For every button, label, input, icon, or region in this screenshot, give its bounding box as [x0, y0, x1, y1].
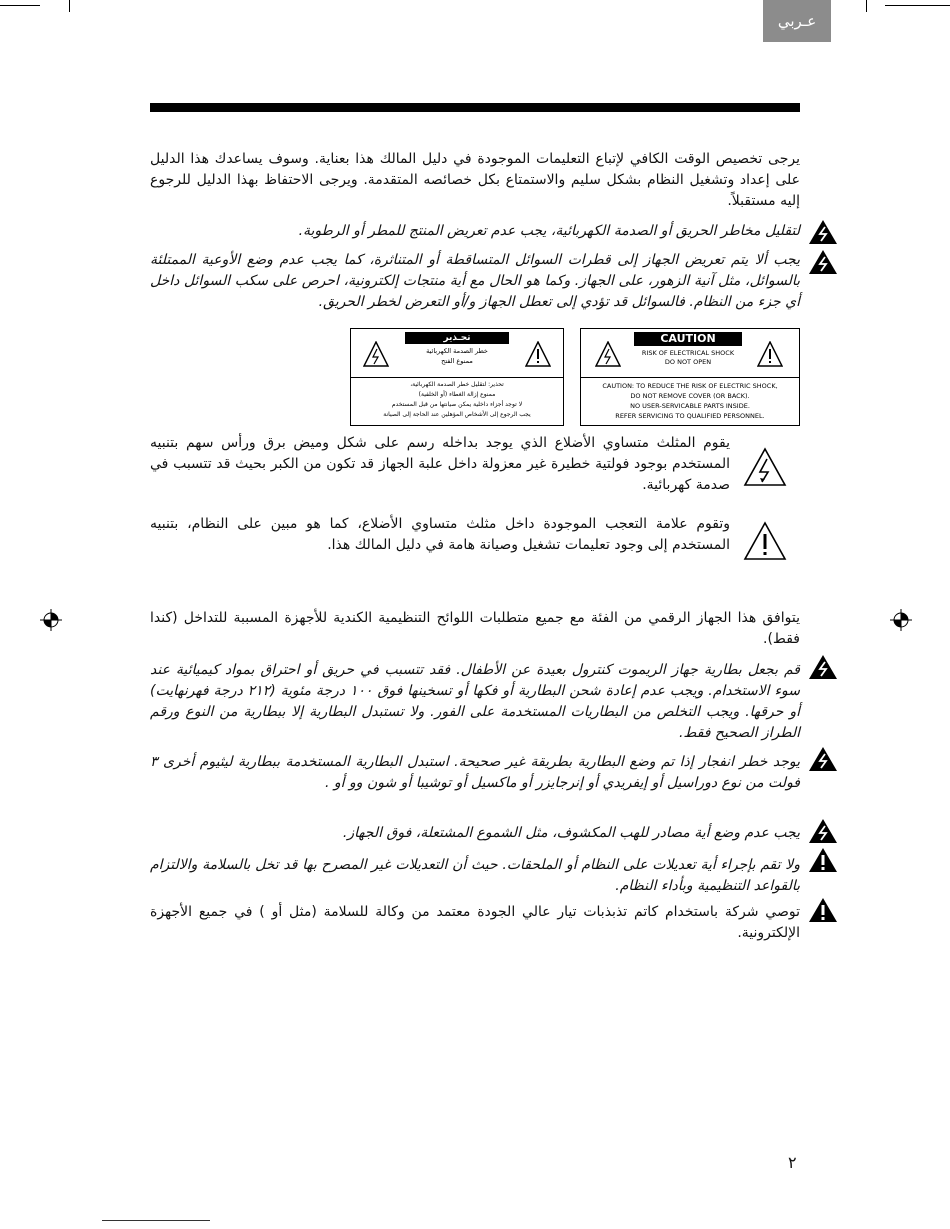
- warning-icon: [808, 654, 838, 680]
- lightning-triangle-icon: [363, 341, 389, 367]
- label-foot4: يجب الرجوع إلى الأشخاص المؤهلين عند الحاجة إلى الصيانة: [383, 411, 531, 418]
- battery-explosion-text: يوجد خطر انفجار إذا تم وضع البطارية بطريقة غير صحيحة. استبدل البطارية المستخدمة ببطارية ليثيوم أخرى ٣ فولت من نوع دوراسيل أو إيفريدي أو إنرجايزر أو ماكسيل أو توشيبا أو شون وو أو .: [150, 754, 800, 791]
- label-title: تحـذير: [405, 332, 509, 344]
- label-line1: RISK OF ELECTRICAL SHOCK: [641, 349, 735, 357]
- label-foot1: تحذير: لتقليل خطر الصدمة الكهربائية،: [410, 381, 504, 388]
- registration-mark-icon: [890, 609, 912, 631]
- surge-protector-text: توصي شركة باستخدام كاتم تذبذبات تيار عالي الجودة معتمد من وكالة للسلامة (مثل أو ) في جميع الأجهزة الإلكترونية.: [150, 904, 800, 941]
- lightning-triangle-icon: [595, 341, 621, 367]
- exclamation-triangle-icon: [743, 521, 787, 561]
- modifications-text: ولا تقم بإجراء أية تعديلات على النظام أو الملحقات. حيث أن التعديلات غير المصرح بها قد تخل بالسلامة والالتزام بالقواعد التنظيمية وبأداء النظام.: [150, 857, 800, 894]
- footer-rule: [102, 1220, 210, 1221]
- exclamation-symbol-text: وتقوم علامة التعجب الموجودة داخل مثلث متساوي الأضلاع، كما هو مبين على النظام، بتنبيه المستخدم إلى وجود تعليمات تشغيل وصيانة هامة في دليل المالك هذا.: [150, 516, 730, 553]
- canada-notice: يتوافق هذا الجهاز الرقمي من الفئة مع جميع متطلبات اللوائح التنظيمية الكندية للأجهزة المسببة للتداخل (كندا فقط).: [150, 610, 800, 647]
- label-divider: [351, 377, 563, 378]
- intro-paragraph: يرجى تخصيص الوقت الكافي لإتباع التعليمات الموجودة في دليل المالك هذا بعناية. وسوف يساعدك هذا الدليل على إعداد وتشغيل النظام بشكل سليم والاستمتاع بكل خصائصه المتقدمة. ويرجى الاحتفاظ بهذا الدليل للرجوع إليه مستقبلاً.: [150, 151, 800, 209]
- exclamation-triangle-icon: [525, 341, 551, 367]
- label-divider: [581, 377, 799, 378]
- label-title: CAUTION: [634, 332, 742, 346]
- crop-mark-top-left-v: [69, 0, 70, 12]
- language-tab: عـربي: [763, 0, 831, 42]
- arabic-caution-label: [350, 328, 564, 426]
- exclamation-triangle-icon: [757, 341, 783, 367]
- battery-children-text: قم بجعل بطارية جهاز الريموت كنترول بعيدة عن الأطفال. فقد تتسبب في حريق أو احتراق بمواد كيميائية عند سوء الاستخدام. ويجب عدم إعادة شحن البطارية أو فكها أو تسخينها فوق ١٠٠ درجة مئوية (٢١٢ درجة فهرنهايت) أو حرقها. ويجب التخلص من البطاريات المستخدمة على الفور. ولا تستبدل البطارية إلا ببطارية من النوع ورقم الطراز الصحيح فقط.: [150, 662, 800, 741]
- label-foot3: NO USER-SERVICABLE PARTS INSIDE.: [630, 402, 750, 410]
- page-number: ٢: [788, 1153, 797, 1172]
- warning-fire-text: لتقليل مخاطر الحريق أو الصدمة الكهربائية، يجب عدم تعريض المنتج للمطر أو الرطوبة.: [298, 223, 800, 239]
- label-foot2: ممنوع إزالة الغطاء (أو الخلفية): [418, 391, 496, 398]
- crop-mark-top-right: [885, 5, 950, 6]
- label-foot4: REFER SERVICING TO QUALIFIED PERSONNEL.: [615, 412, 765, 420]
- lightning-triangle-icon: [743, 447, 787, 487]
- label-foot1: CAUTION: TO REDUCE THE RISK OF ELECTRIC SHOCK,: [602, 382, 778, 390]
- warning-icon: [808, 746, 838, 772]
- label-line2: DO NOT OPEN: [664, 358, 712, 366]
- warning-icon: [808, 818, 838, 844]
- warning-exclamation-icon: [808, 847, 838, 873]
- label-line2: ممنوع الفتح: [441, 357, 473, 365]
- warning-exclamation-icon: [808, 897, 838, 923]
- open-flame-text: يجب عدم وضع أية مصادر للهب المكشوف، مثل الشموع المشتعلة، فوق الجهاز.: [342, 825, 800, 841]
- english-caution-label: [580, 328, 800, 426]
- label-foot3: لا توجد أجزاء داخلية يمكن صيانتها من قبل المستخدم: [391, 401, 523, 408]
- warning-icon: [808, 219, 838, 245]
- label-foot2: DO NOT REMOVE COVER (OR BACK).: [630, 392, 750, 400]
- registration-mark-icon: [40, 609, 62, 631]
- label-line1: خطر الصدمة الكهربائية: [426, 347, 488, 355]
- crop-mark-top-right-v: [866, 0, 867, 12]
- warning-icon: [808, 249, 838, 275]
- warning-liquids-text: يجب ألا يتم تعريض الجهاز إلى قطرات السوائل المتساقطة أو المتناثرة، كما يجب عدم وضع الأوعية الممتلئة بالسوائل، مثل آنية الزهور، على الجهاز. وكما هو الحال مع أية منتجات إلكترونية، احرص على سكب السوائل داخل أي جزء من النظام. فالسوائل قد تؤدي إلى تعطل الجهاز و/أو التعرض لخطر الحريق.: [150, 252, 800, 310]
- lightning-symbol-text: يقوم المثلث متساوي الأضلاع الذي يوجد بداخله رسم على شكل وميض برق ورأس سهم بتنبيه المستخدم بوجود فولتية خطيرة غير معزولة داخل علبة الجهاز قد تكون من الكبر بحيث قد تتسبب في صدمة كهربائية.: [150, 435, 730, 493]
- header-rule: [150, 103, 800, 112]
- crop-mark-top-left: [0, 5, 40, 6]
